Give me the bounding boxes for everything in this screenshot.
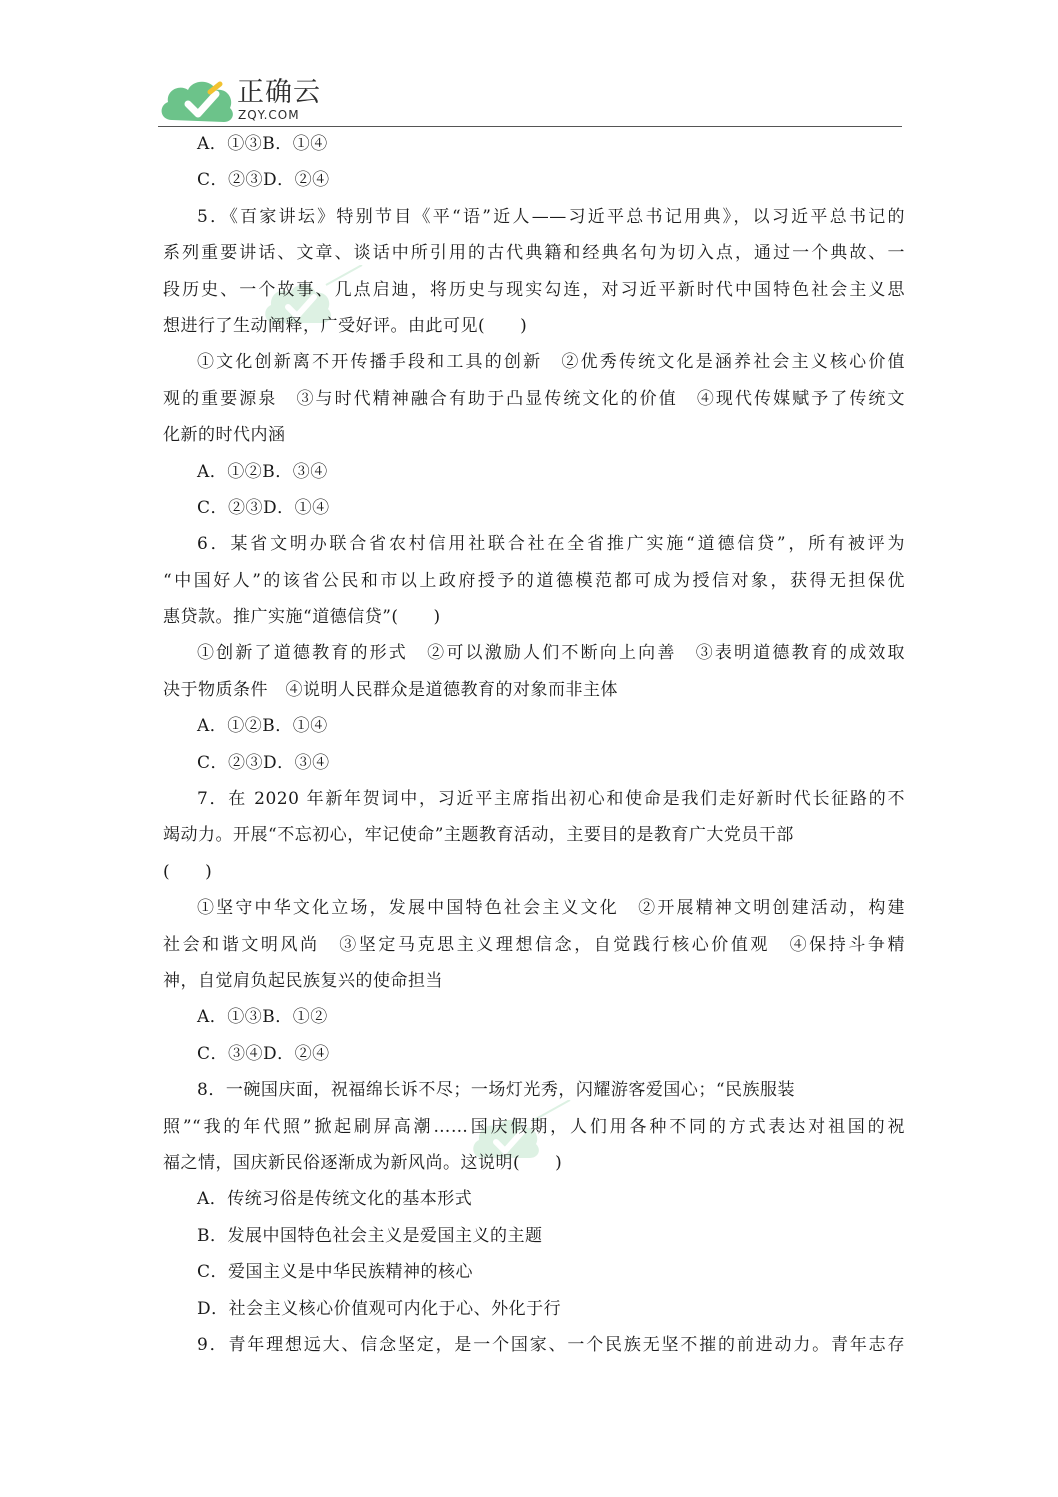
text-line: 社会和谐文明风尚 ③坚定马克思主义理想信念，自觉践行核心价值观 ④保持斗争精 bbox=[163, 934, 905, 955]
text-line: A．传统习俗是传统文化的基本形式 bbox=[197, 1189, 473, 1210]
page-header bbox=[0, 0, 1058, 130]
text-line: 5．《百家讲坛》特别节目《平“语”近人——习近平总书记用典》，以习近平总书记的 bbox=[197, 206, 905, 227]
text-line: 化新的时代内涵 bbox=[163, 425, 286, 446]
text-line: 神，自觉肩负起民族复兴的使命担当 bbox=[163, 970, 443, 991]
text-line: C．爱国主义是中华民族精神的核心 bbox=[197, 1262, 474, 1283]
text-line: 6．某省文明办联合省农村信用社联合社在全省推广实施“道德信贷”，所有被评为 bbox=[197, 534, 905, 555]
logo-subtext: ZQY.COM bbox=[238, 108, 300, 122]
text-line: 想进行了生动阐释，广受好评。由此可见( ) bbox=[163, 315, 528, 336]
text-line: C．③④D．②④ bbox=[197, 1043, 330, 1064]
text-line: ( ) bbox=[163, 861, 213, 882]
text-line: A．①②B．③④ bbox=[197, 461, 328, 482]
text-line: 福之情，国庆新民俗逐渐成为新风尚。这说明( ) bbox=[163, 1152, 563, 1173]
text-line: 系列重要讲话、文章、谈话中所引用的古代典籍和经典名句为切入点，通过一个典故、一 bbox=[163, 243, 905, 264]
text-line: ①文化创新离不开传播手段和工具的创新 ②优秀传统文化是涵养社会主义核心价值 bbox=[197, 352, 905, 373]
text-line: A．①③B．①④ bbox=[197, 134, 328, 154]
text-line: 竭动力。开展“不忘初心，牢记使命”主题教育活动，主要目的是教育广大党员干部 bbox=[163, 825, 794, 846]
text-line: B．发展中国特色社会主义是爱国主义的主题 bbox=[197, 1225, 543, 1246]
text-line: 照”“我的年代照”掀起刷屏高潮……国庆假期，人们用各种不同的方式表达对祖国的祝 bbox=[163, 1116, 905, 1137]
text-line: D．社会主义核心价值观可内化于心、外化于行 bbox=[197, 1298, 562, 1319]
logo-text: 正确云 bbox=[237, 77, 321, 108]
text-line: C．②③D．②④ bbox=[197, 170, 330, 191]
text-line: C．②③D．③④ bbox=[197, 752, 330, 773]
text-line: 7．在 2020 年新年贺词中，习近平主席指出初心和使命是我们走好新时代长征路的不 bbox=[197, 789, 905, 810]
text-line: ①创新了道德教育的形式 ②可以激励人们不断向上向善 ③表明道德教育的成效取 bbox=[197, 643, 905, 664]
text-line: ①坚守中华文化立场，发展中国特色社会主义文化 ②开展精神文明创建活动，构建 bbox=[197, 898, 905, 919]
text-line: “中国好人”的该省公民和市以上政府授予的道德模范都可成为授信对象，获得无担保优 bbox=[163, 570, 905, 591]
text-line: C．②③D．①④ bbox=[197, 497, 330, 518]
text-line: 段历史、一个故事、几点启迪，将历史与现实勾连，对习近平新时代中国特色社会主义思 bbox=[163, 279, 905, 300]
text-line: 8．一碗国庆面，祝福绵长诉不尽；一场灯光秀，闪耀游客爱国心；“民族服装 bbox=[197, 1080, 796, 1101]
text-line: 9．青年理想远大、信念坚定，是一个国家、一个民族无坚不摧的前进动力。青年志存 bbox=[197, 1334, 905, 1355]
text-line: 观的重要源泉 ③与时代精神融合有助于凸显传统文化的价值 ④现代传媒赋予了传统文 bbox=[163, 388, 905, 409]
text-line: A．①③B．①② bbox=[197, 1007, 328, 1028]
text-line: A．①②B．①④ bbox=[197, 716, 328, 737]
text-line: 惠贷款。推广实施“道德信贷”( ) bbox=[163, 607, 441, 628]
text-line: 决于物质条件 ④说明人民群众是道德教育的对象而非主体 bbox=[163, 679, 618, 700]
document-body bbox=[163, 126, 905, 1363]
